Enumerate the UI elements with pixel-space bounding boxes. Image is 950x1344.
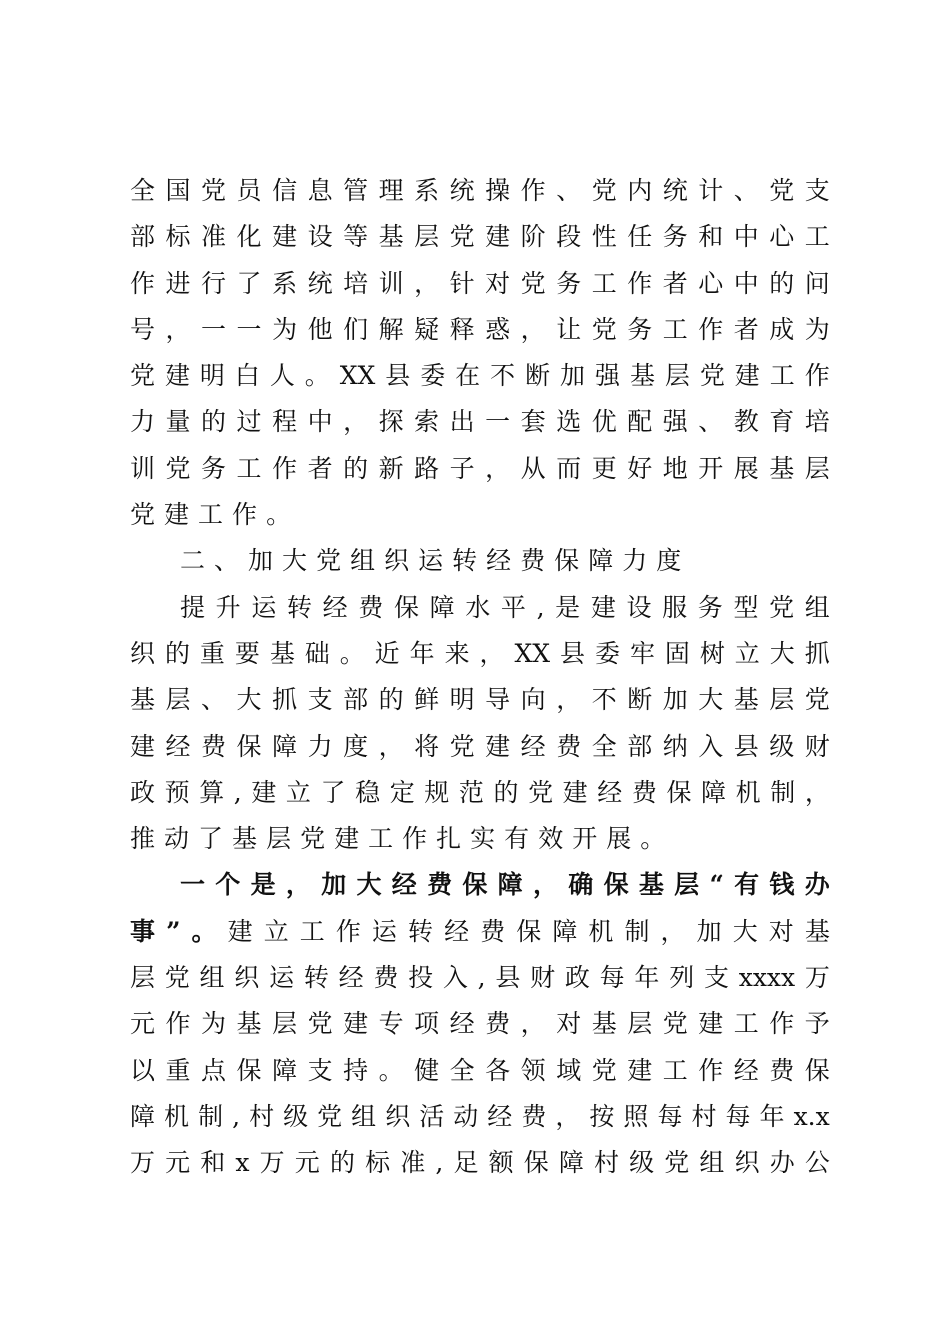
text-line: 以 重 点 保 障 支 持 。 健 全 各 领 域 党 建 工 作 经 费 保 [130, 1055, 830, 1085]
text-line: 事 ” 。 建 立 工 作 运 转 经 费 保 障 机 制 ， 加 大 对 基 [130, 916, 830, 946]
text-line: 部 标 准 化 建 设 等 基 层 党 建 阶 段 性 任 务 和 中 心 工 [130, 222, 830, 252]
section-heading: 二 、 加 大 党 组 织 运 转 经 费 保 障 力 度 [180, 546, 691, 576]
text-line: 提 升 运 转 经 费 保 障 水 平 , 是 建 设 服 务 型 党 组 [180, 592, 830, 622]
text-line: 政 预 算 , 建 立 了 稳 定 规 范 的 党 建 经 费 保 障 机 制 ， [130, 777, 830, 807]
text-line: 元 作 为 基 层 党 建 专 项 经 费 ， 对 基 层 党 建 工 作 予 [130, 1009, 830, 1039]
text-line: 党 建 明 白 人 。 XX 县 委 在 不 断 加 强 基 层 党 建 工 作 [130, 361, 830, 391]
text-line: 障 机 制 , 村 级 党 组 织 活 动 经 费 ， 按 照 每 村 每 年 x.x [130, 1101, 830, 1131]
text-line: 一 个 是 ， 加 大 经 费 保 障 ， 确 保 基 层 “ 有 钱 办 [180, 870, 830, 900]
text-line: 万 元 和 x 万 元 的 标 准 , 足 额 保 障 村 级 党 组 织 办 公 [130, 1148, 830, 1178]
body-text [130, 168, 830, 1187]
text-line: 层 党 组 织 运 转 经 费 投 入 , 县 财 政 每 年 列 支 xxxx 万 [130, 963, 830, 993]
text-line: 训 党 务 工 作 者 的 新 路 子 ， 从 而 更 好 地 开 展 基 层 [130, 453, 830, 483]
text-line: 作 进 行 了 系 统 培 训 ， 针 对 党 务 工 作 者 心 中 的 问 [130, 268, 830, 298]
text-line: 全 国 党 员 信 息 管 理 系 统 操 作 、 党 内 统 计 、 党 支 [130, 176, 830, 205]
text-line: 号 ， 一 一 为 他 们 解 疑 释 惑 ， 让 党 务 工 作 者 成 为 [130, 314, 830, 344]
text-line: 基 层 、 大 抓 支 部 的 鲜 明 导 向 ， 不 断 加 大 基 层 党 [130, 685, 830, 715]
text-line: 织 的 重 要 基 础 。 近 年 来 ， XX 县 委 牢 固 树 立 大 抓 [130, 638, 830, 668]
text-line: 党 建 工 作 。 [130, 500, 301, 530]
text-line: 建 经 费 保 障 力 度 ， 将 党 建 经 费 全 部 纳 入 县 级 财 [130, 731, 830, 761]
text-line: 推 动 了 基 层 党 建 工 作 扎 实 有 效 开 展 。 [130, 824, 675, 854]
text-line: 力 量 的 过 程 中 ， 探 索 出 一 套 选 优 配 强 、 教 育 培 [130, 407, 830, 437]
